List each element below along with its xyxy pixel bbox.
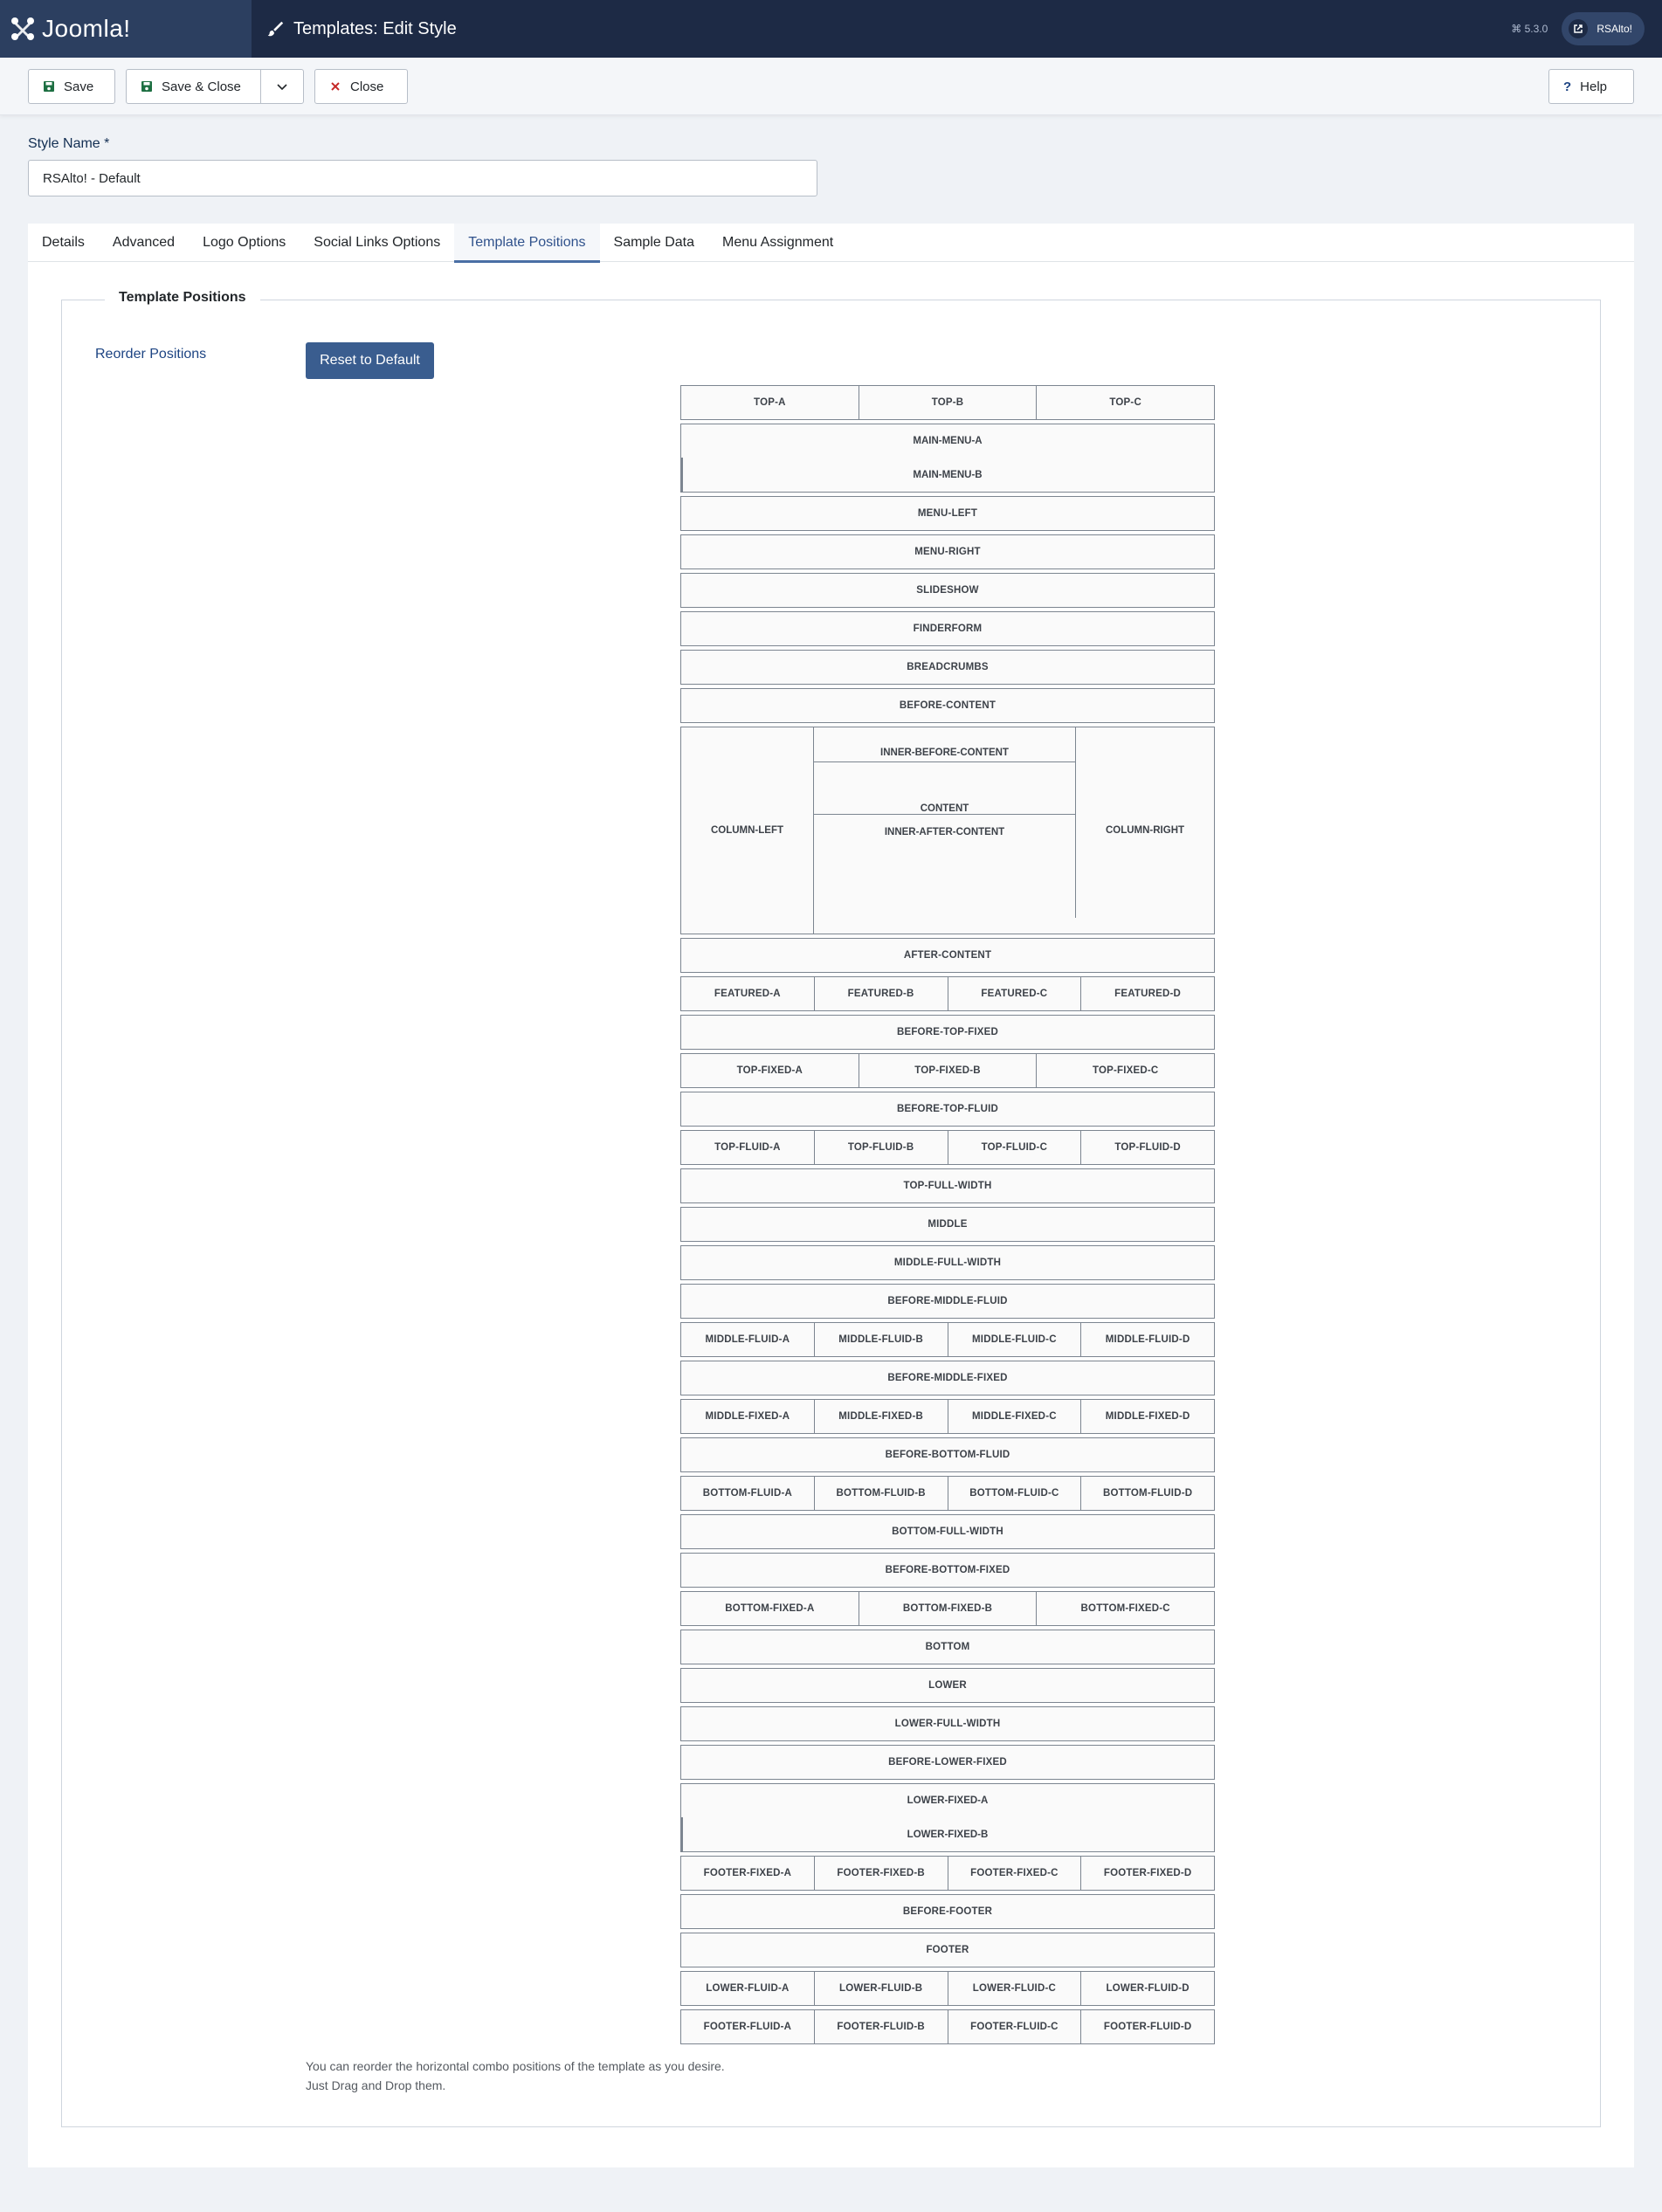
brush-icon — [266, 19, 285, 38]
position-finderform: FINDERFORM — [680, 611, 1215, 646]
position-middle-fluid-b[interactable]: MIDDLE-FLUID-B — [814, 1322, 948, 1357]
position-row-stacked — [680, 424, 1215, 493]
position-bottom-fluid-c[interactable]: BOTTOM-FLUID-C — [948, 1476, 1082, 1511]
positions-grid — [680, 385, 1215, 2044]
page-title-text: Templates: Edit Style — [293, 18, 457, 38]
divider — [681, 458, 683, 492]
position-row — [680, 1630, 1215, 1664]
position-bottom-fixed-b[interactable]: BOTTOM-FIXED-B — [859, 1591, 1038, 1626]
position-row — [680, 1207, 1215, 1242]
position-menu-left: MENU-LEFT — [680, 496, 1215, 531]
position-footer-fixed-b[interactable]: FOOTER-FIXED-B — [814, 1856, 948, 1891]
tab-advanced[interactable]: Advanced — [112, 235, 176, 250]
position-slideshow: SLIDESHOW — [680, 573, 1215, 608]
fieldset-legend: Template Positions — [105, 290, 260, 306]
external-link-icon — [1569, 19, 1588, 38]
position-row — [680, 1322, 1215, 1357]
position-row — [680, 976, 1215, 1011]
position-row — [680, 1706, 1215, 1741]
top-header — [0, 0, 1662, 58]
position-lower-fluid-b[interactable]: LOWER-FLUID-B — [814, 1971, 948, 2006]
position-main-menu-b: MAIN-MENU-B — [913, 469, 983, 480]
position-middle: MIDDLE — [680, 1207, 1215, 1242]
position-before-bottom-fixed: BEFORE-BOTTOM-FIXED — [680, 1553, 1215, 1588]
edit-card — [28, 224, 1634, 2167]
position-row — [680, 1053, 1215, 1088]
position-row — [680, 1437, 1215, 1472]
position-inner-before-content: INNER-BEFORE-CONTENT — [814, 727, 1075, 762]
position-top-b[interactable]: TOP-B — [859, 385, 1038, 420]
position-lower-fixed-a: LOWER-FIXED-A — [907, 1795, 989, 1807]
position-before-lower-fixed: BEFORE-LOWER-FIXED — [680, 1745, 1215, 1780]
position-top-fixed-c[interactable]: TOP-FIXED-C — [1036, 1053, 1215, 1088]
position-lower-fixed-b: LOWER-FIXED-B — [907, 1829, 989, 1840]
position-top-fixed-a[interactable]: TOP-FIXED-A — [680, 1053, 859, 1088]
position-top-c[interactable]: TOP-C — [1036, 385, 1215, 420]
position-row — [680, 385, 1215, 420]
tab-menu-assignment[interactable]: Menu Assignment — [722, 235, 834, 250]
position-footer-fluid-b[interactable]: FOOTER-FLUID-B — [814, 2009, 948, 2044]
position-row — [680, 1284, 1215, 1319]
content-column — [814, 727, 1076, 918]
position-row — [680, 1130, 1215, 1165]
position-main-menu-a: MAIN-MENU-A — [913, 436, 983, 447]
position-column-right: COLUMN-RIGHT — [1105, 825, 1185, 836]
position-top-full-width: TOP-FULL-WIDTH — [680, 1168, 1215, 1203]
position-lower: LOWER — [680, 1668, 1215, 1703]
help-text — [306, 2057, 725, 2095]
position-bottom-fluid-d[interactable]: BOTTOM-FLUID-D — [1080, 1476, 1215, 1511]
position-footer: FOOTER — [680, 1933, 1215, 1967]
position-top-fixed-b[interactable]: TOP-FIXED-B — [859, 1053, 1038, 1088]
position-lower-fluid-c[interactable]: LOWER-FLUID-C — [948, 1971, 1082, 2006]
position-row — [680, 1245, 1215, 1280]
save-options-dropdown[interactable] — [260, 69, 304, 104]
reorder-positions-label: Reorder Positions — [95, 347, 207, 362]
tab-bar — [28, 224, 1634, 262]
position-middle-fixed-a[interactable]: MIDDLE-FIXED-A — [680, 1399, 815, 1434]
position-row — [680, 688, 1215, 723]
tab-details[interactable]: Details — [42, 235, 85, 250]
joomla-logo[interactable] — [0, 0, 252, 58]
position-before-middle-fluid: BEFORE-MIDDLE-FLUID — [680, 1284, 1215, 1319]
position-middle-fixed-b[interactable]: MIDDLE-FIXED-B — [814, 1399, 948, 1434]
position-row — [680, 1933, 1215, 1967]
tab-template-positions[interactable]: Template Positions — [454, 224, 599, 262]
style-name-label: Style Name * — [28, 136, 110, 151]
position-middle-fluid-a[interactable]: MIDDLE-FLUID-A — [680, 1322, 815, 1357]
close-icon — [329, 80, 341, 93]
position-featured-c[interactable]: FEATURED-C — [948, 976, 1082, 1011]
style-name-input[interactable] — [28, 160, 817, 196]
position-before-footer: BEFORE-FOOTER — [680, 1894, 1215, 1929]
position-middle-fixed-d[interactable]: MIDDLE-FIXED-D — [1080, 1399, 1215, 1434]
position-row — [680, 496, 1215, 531]
save-icon — [43, 80, 55, 93]
position-row — [680, 1971, 1215, 2006]
position-row — [680, 650, 1215, 685]
position-bottom-full-width: BOTTOM-FULL-WIDTH — [680, 1514, 1215, 1549]
position-before-bottom-fluid: BEFORE-BOTTOM-FLUID — [680, 1437, 1215, 1472]
position-row — [680, 573, 1215, 608]
position-before-top-fluid: BEFORE-TOP-FLUID — [680, 1092, 1215, 1127]
position-row — [680, 1856, 1215, 1891]
position-row — [680, 611, 1215, 646]
position-row — [680, 1092, 1215, 1127]
position-row — [680, 1476, 1215, 1511]
position-row — [680, 1553, 1215, 1588]
reset-to-default-button[interactable]: Reset to Default — [306, 342, 434, 379]
position-before-middle-fixed: BEFORE-MIDDLE-FIXED — [680, 1361, 1215, 1395]
position-featured-a[interactable]: FEATURED-A — [680, 976, 815, 1011]
position-top-fluid-b[interactable]: TOP-FLUID-B — [814, 1130, 948, 1165]
position-middle-fluid-d[interactable]: MIDDLE-FLUID-D — [1080, 1322, 1215, 1357]
position-content: CONTENT — [814, 762, 1076, 815]
position-middle-fluid-c[interactable]: MIDDLE-FLUID-C — [948, 1322, 1082, 1357]
version-badge: ⌘ 5.3.0 — [1511, 23, 1548, 35]
save-close-button[interactable]: Save & Close — [126, 69, 261, 104]
position-before-content: BEFORE-CONTENT — [680, 688, 1215, 723]
chevron-down-icon — [276, 80, 288, 93]
close-button[interactable]: Close — [314, 69, 408, 104]
position-inner-after-content: INNER-AFTER-CONTENT — [884, 827, 1005, 837]
view-site-button[interactable] — [1562, 12, 1645, 45]
content-area-block — [680, 727, 1215, 934]
tab-social-links-options[interactable]: Social Links Options — [314, 235, 441, 250]
position-after-content: AFTER-CONTENT — [680, 938, 1215, 973]
position-row-stacked — [680, 1783, 1215, 1852]
position-row — [680, 1168, 1215, 1203]
position-footer-fixed-c[interactable]: FOOTER-FIXED-C — [948, 1856, 1082, 1891]
position-bottom-fixed-c[interactable]: BOTTOM-FIXED-C — [1036, 1591, 1215, 1626]
divider — [681, 1817, 683, 1851]
position-top-fluid-c[interactable]: TOP-FLUID-C — [948, 1130, 1082, 1165]
position-middle-full-width: MIDDLE-FULL-WIDTH — [680, 1245, 1215, 1280]
tab-logo-options[interactable]: Logo Options — [203, 235, 286, 250]
position-bottom-fluid-b[interactable]: BOTTOM-FLUID-B — [814, 1476, 948, 1511]
position-row — [680, 938, 1215, 973]
position-top-fluid-d[interactable]: TOP-FLUID-D — [1080, 1130, 1215, 1165]
save-button[interactable]: Save — [28, 69, 115, 104]
position-footer-fixed-d[interactable]: FOOTER-FIXED-D — [1080, 1856, 1215, 1891]
question-icon: ? — [1563, 79, 1572, 94]
position-row — [680, 1745, 1215, 1780]
toolbar — [0, 58, 1662, 115]
joomla-icon — [9, 15, 37, 43]
position-footer-fluid-c[interactable]: FOOTER-FLUID-C — [948, 2009, 1082, 2044]
position-row — [680, 1668, 1215, 1703]
position-lower-fluid-d[interactable]: LOWER-FLUID-D — [1080, 1971, 1215, 2006]
help-line: Just Drag and Drop them. — [306, 2078, 446, 2092]
help-button[interactable]: ? Help — [1548, 69, 1634, 104]
position-row — [680, 1894, 1215, 1929]
position-row — [680, 2009, 1215, 2044]
position-footer-fluid-d[interactable]: FOOTER-FLUID-D — [1080, 2009, 1215, 2044]
position-row — [680, 534, 1215, 569]
position-top-a[interactable]: TOP-A — [680, 385, 859, 420]
position-column-left: COLUMN-LEFT — [681, 727, 814, 934]
site-name: RSAlto! — [1596, 23, 1632, 35]
save-icon — [141, 80, 153, 93]
help-line: You can reorder the horizontal combo positions of the template as you desire. — [306, 2059, 725, 2073]
page-title — [252, 19, 457, 39]
position-menu-right: MENU-RIGHT — [680, 534, 1215, 569]
position-row — [680, 1514, 1215, 1549]
position-lower-full-width: LOWER-FULL-WIDTH — [680, 1706, 1215, 1741]
position-row — [680, 1361, 1215, 1395]
position-bottom: BOTTOM — [680, 1630, 1215, 1664]
position-footer-fluid-a[interactable]: FOOTER-FLUID-A — [680, 2009, 815, 2044]
brand-wordmark: Joomla! — [42, 15, 131, 42]
position-breadcrumbs: BREADCRUMBS — [680, 650, 1215, 685]
position-row — [680, 1399, 1215, 1434]
position-bottom-fixed-a[interactable]: BOTTOM-FIXED-A — [680, 1591, 859, 1626]
position-top-fluid-a[interactable]: TOP-FLUID-A — [680, 1130, 815, 1165]
position-row — [680, 1015, 1215, 1050]
tab-sample-data[interactable]: Sample Data — [613, 235, 695, 250]
position-bottom-fluid-a[interactable]: BOTTOM-FLUID-A — [680, 1476, 815, 1511]
position-footer-fixed-a[interactable]: FOOTER-FIXED-A — [680, 1856, 815, 1891]
position-lower-fluid-a[interactable]: LOWER-FLUID-A — [680, 1971, 815, 2006]
position-middle-fixed-c[interactable]: MIDDLE-FIXED-C — [948, 1399, 1082, 1434]
position-featured-d[interactable]: FEATURED-D — [1080, 976, 1215, 1011]
position-before-top-fixed: BEFORE-TOP-FIXED — [680, 1015, 1215, 1050]
position-row — [680, 1591, 1215, 1626]
position-featured-b[interactable]: FEATURED-B — [814, 976, 948, 1011]
